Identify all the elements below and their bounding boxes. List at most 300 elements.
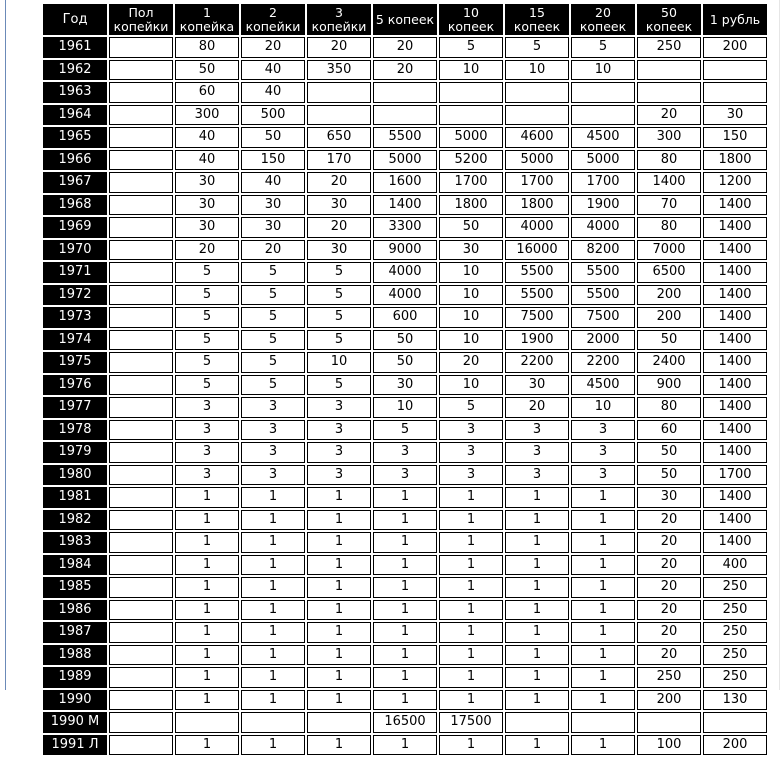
price-cell-20-kopecks: 1 — [571, 510, 635, 531]
price-cell-1-ruble: 200 — [703, 735, 767, 756]
year-cell: 1965 — [43, 127, 107, 148]
table-row — [43, 307, 767, 328]
price-cell-5-kopecks: 1 — [373, 555, 437, 576]
price-cell-5-kopecks: 3 — [373, 465, 437, 486]
table-row — [43, 285, 767, 306]
price-cell-half-kopeck — [109, 37, 173, 58]
price-cell-half-kopeck — [109, 532, 173, 553]
price-cell-half-kopeck — [109, 375, 173, 396]
price-cell-5-kopecks: 1 — [373, 600, 437, 621]
price-cell-50-kopecks: 80 — [637, 397, 701, 418]
price-cell-50-kopecks: 30 — [637, 487, 701, 508]
price-cell-3-kopecks: 5 — [307, 285, 371, 306]
price-cell-10-kopecks: 10 — [439, 375, 503, 396]
price-cell-50-kopecks: 20 — [637, 105, 701, 126]
price-cell-15-kopecks — [505, 105, 569, 126]
table-row — [43, 532, 767, 553]
price-cell-10-kopecks — [439, 105, 503, 126]
price-cell-1-ruble: 250 — [703, 622, 767, 643]
price-cell-half-kopeck — [109, 600, 173, 621]
price-cell-1-kopeck: 1 — [175, 600, 239, 621]
price-cell-half-kopeck — [109, 555, 173, 576]
coin-price-table — [41, 2, 769, 757]
price-cell-20-kopecks: 5500 — [571, 262, 635, 283]
price-cell-15-kopecks: 5 — [505, 37, 569, 58]
price-cell-20-kopecks: 1 — [571, 690, 635, 711]
price-cell-half-kopeck — [109, 577, 173, 598]
column-header-2-kopecks: 2 копейки — [241, 4, 305, 35]
table-row — [43, 352, 767, 373]
price-cell-1-ruble: 1400 — [703, 330, 767, 351]
price-cell-1-kopeck: 300 — [175, 105, 239, 126]
price-cell-20-kopecks: 3 — [571, 420, 635, 441]
price-cell-2-kopecks: 50 — [241, 127, 305, 148]
price-cell-2-kopecks: 40 — [241, 82, 305, 103]
price-cell-15-kopecks: 1800 — [505, 195, 569, 216]
year-cell: 1970 — [43, 240, 107, 261]
price-cell-10-kopecks: 30 — [439, 240, 503, 261]
price-cell-15-kopecks: 1 — [505, 622, 569, 643]
price-cell-15-kopecks: 1 — [505, 690, 569, 711]
price-cell-10-kopecks: 1 — [439, 622, 503, 643]
year-cell: 1988 — [43, 645, 107, 666]
price-cell-50-kopecks: 1400 — [637, 172, 701, 193]
price-cell-20-kopecks: 5 — [571, 37, 635, 58]
price-cell-1-ruble: 1200 — [703, 172, 767, 193]
price-cell-50-kopecks: 300 — [637, 127, 701, 148]
price-cell-15-kopecks: 3 — [505, 420, 569, 441]
price-cell-15-kopecks: 16000 — [505, 240, 569, 261]
price-cell-1-kopeck: 1 — [175, 667, 239, 688]
price-cell-10-kopecks — [439, 82, 503, 103]
price-cell-2-kopecks: 3 — [241, 465, 305, 486]
price-cell-3-kopecks: 1 — [307, 510, 371, 531]
price-cell-1-kopeck: 1 — [175, 555, 239, 576]
table-row — [43, 487, 767, 508]
price-cell-2-kopecks: 1 — [241, 487, 305, 508]
price-cell-50-kopecks: 7000 — [637, 240, 701, 261]
price-cell-5-kopecks: 1400 — [373, 195, 437, 216]
price-cell-half-kopeck — [109, 307, 173, 328]
price-cell-2-kopecks: 5 — [241, 307, 305, 328]
price-cell-5-kopecks: 1 — [373, 645, 437, 666]
price-cell-1-kopeck: 5 — [175, 307, 239, 328]
price-cell-5-kopecks: 1 — [373, 577, 437, 598]
column-header-15-kopecks: 15 копеек — [505, 4, 569, 35]
price-cell-3-kopecks: 170 — [307, 150, 371, 171]
price-cell-10-kopecks: 10 — [439, 262, 503, 283]
price-cell-1-ruble: 1400 — [703, 217, 767, 238]
price-cell-10-kopecks: 1800 — [439, 195, 503, 216]
price-cell-2-kopecks: 5 — [241, 375, 305, 396]
price-cell-3-kopecks: 650 — [307, 127, 371, 148]
price-cell-50-kopecks: 50 — [637, 442, 701, 463]
price-cell-5-kopecks — [373, 82, 437, 103]
price-cell-50-kopecks — [637, 712, 701, 733]
price-cell-3-kopecks: 1 — [307, 577, 371, 598]
price-cell-3-kopecks: 5 — [307, 262, 371, 283]
price-cell-1-kopeck: 1 — [175, 690, 239, 711]
price-cell-3-kopecks: 3 — [307, 442, 371, 463]
price-cell-2-kopecks: 30 — [241, 217, 305, 238]
price-cell-3-kopecks: 3 — [307, 397, 371, 418]
price-cell-20-kopecks: 5000 — [571, 150, 635, 171]
price-cell-3-kopecks: 5 — [307, 375, 371, 396]
table-body — [43, 37, 767, 755]
price-cell-3-kopecks: 1 — [307, 600, 371, 621]
table-row — [43, 172, 767, 193]
price-cell-1-kopeck: 1 — [175, 735, 239, 756]
table-row — [43, 735, 767, 756]
price-cell-half-kopeck — [109, 127, 173, 148]
price-cell-1-ruble: 1400 — [703, 352, 767, 373]
price-cell-50-kopecks: 70 — [637, 195, 701, 216]
price-cell-20-kopecks — [571, 712, 635, 733]
price-cell-half-kopeck — [109, 397, 173, 418]
price-cell-20-kopecks — [571, 82, 635, 103]
price-cell-3-kopecks: 1 — [307, 645, 371, 666]
price-cell-1-ruble: 1400 — [703, 487, 767, 508]
price-cell-10-kopecks: 1 — [439, 690, 503, 711]
price-cell-5-kopecks: 10 — [373, 397, 437, 418]
price-cell-3-kopecks: 1 — [307, 555, 371, 576]
price-cell-5-kopecks: 3300 — [373, 217, 437, 238]
price-cell-half-kopeck — [109, 735, 173, 756]
price-cell-2-kopecks: 5 — [241, 352, 305, 373]
price-cell-5-kopecks: 5000 — [373, 150, 437, 171]
price-cell-5-kopecks: 4000 — [373, 285, 437, 306]
price-cell-1-ruble: 130 — [703, 690, 767, 711]
price-cell-half-kopeck — [109, 690, 173, 711]
price-cell-2-kopecks: 1 — [241, 532, 305, 553]
price-cell-2-kopecks: 1 — [241, 622, 305, 643]
price-cell-50-kopecks: 20 — [637, 622, 701, 643]
table-row — [43, 555, 767, 576]
price-cell-1-kopeck: 1 — [175, 622, 239, 643]
price-cell-15-kopecks: 4000 — [505, 217, 569, 238]
price-cell-15-kopecks — [505, 82, 569, 103]
price-cell-1-ruble: 1400 — [703, 262, 767, 283]
price-cell-20-kopecks: 4500 — [571, 127, 635, 148]
price-cell-20-kopecks: 2200 — [571, 352, 635, 373]
price-cell-1-kopeck: 60 — [175, 82, 239, 103]
table-row — [43, 195, 767, 216]
price-cell-15-kopecks: 1 — [505, 487, 569, 508]
price-cell-2-kopecks: 1 — [241, 645, 305, 666]
price-cell-half-kopeck — [109, 420, 173, 441]
price-cell-1-ruble: 1400 — [703, 510, 767, 531]
price-cell-half-kopeck — [109, 487, 173, 508]
price-cell-20-kopecks: 3 — [571, 442, 635, 463]
price-cell-1-ruble: 1400 — [703, 420, 767, 441]
price-cell-20-kopecks: 1 — [571, 645, 635, 666]
price-cell-3-kopecks: 10 — [307, 352, 371, 373]
price-cell-half-kopeck — [109, 465, 173, 486]
year-cell: 1980 — [43, 465, 107, 486]
price-cell-15-kopecks: 1700 — [505, 172, 569, 193]
price-cell-1-kopeck — [175, 712, 239, 733]
price-cell-2-kopecks: 1 — [241, 555, 305, 576]
price-cell-2-kopecks: 150 — [241, 150, 305, 171]
price-cell-50-kopecks: 900 — [637, 375, 701, 396]
year-cell: 1968 — [43, 195, 107, 216]
table-row — [43, 375, 767, 396]
price-cell-10-kopecks: 1 — [439, 577, 503, 598]
price-cell-50-kopecks: 20 — [637, 532, 701, 553]
price-cell-15-kopecks: 1 — [505, 577, 569, 598]
price-cell-15-kopecks: 5500 — [505, 285, 569, 306]
price-cell-1-kopeck: 3 — [175, 397, 239, 418]
price-cell-2-kopecks: 500 — [241, 105, 305, 126]
price-cell-50-kopecks: 100 — [637, 735, 701, 756]
price-cell-1-kopeck: 3 — [175, 442, 239, 463]
price-cell-2-kopecks: 3 — [241, 420, 305, 441]
price-cell-10-kopecks: 10 — [439, 330, 503, 351]
price-cell-20-kopecks: 10 — [571, 397, 635, 418]
price-cell-1-ruble: 400 — [703, 555, 767, 576]
price-cell-15-kopecks: 1900 — [505, 330, 569, 351]
column-header-5-kopecks: 5 копеек — [373, 4, 437, 35]
price-cell-15-kopecks: 5000 — [505, 150, 569, 171]
year-cell: 1979 — [43, 442, 107, 463]
price-cell-1-kopeck: 30 — [175, 217, 239, 238]
price-cell-1-kopeck: 30 — [175, 172, 239, 193]
price-cell-5-kopecks: 16500 — [373, 712, 437, 733]
price-cell-1-ruble: 150 — [703, 127, 767, 148]
price-cell-20-kopecks: 5500 — [571, 285, 635, 306]
price-cell-half-kopeck — [109, 645, 173, 666]
price-cell-20-kopecks: 1 — [571, 577, 635, 598]
column-header-half-kopeck: Пол копейки — [109, 4, 173, 35]
table-row — [43, 712, 767, 733]
price-cell-1-ruble: 250 — [703, 577, 767, 598]
price-cell-50-kopecks: 2400 — [637, 352, 701, 373]
price-cell-1-kopeck: 5 — [175, 285, 239, 306]
year-cell: 1967 — [43, 172, 107, 193]
price-cell-20-kopecks: 10 — [571, 60, 635, 81]
price-cell-1-kopeck: 5 — [175, 375, 239, 396]
price-cell-10-kopecks: 3 — [439, 465, 503, 486]
table-row — [43, 645, 767, 666]
price-cell-half-kopeck — [109, 667, 173, 688]
price-cell-3-kopecks: 1 — [307, 532, 371, 553]
price-cell-5-kopecks: 1 — [373, 622, 437, 643]
column-header-50-kopecks: 50 копеек — [637, 4, 701, 35]
price-cell-1-kopeck: 1 — [175, 577, 239, 598]
price-cell-10-kopecks: 1 — [439, 532, 503, 553]
price-cell-half-kopeck — [109, 240, 173, 261]
price-cell-10-kopecks: 5 — [439, 397, 503, 418]
price-cell-10-kopecks: 10 — [439, 307, 503, 328]
price-cell-15-kopecks: 30 — [505, 375, 569, 396]
price-cell-5-kopecks: 50 — [373, 330, 437, 351]
price-cell-5-kopecks: 1 — [373, 735, 437, 756]
year-cell: 1985 — [43, 577, 107, 598]
price-cell-2-kopecks: 1 — [241, 600, 305, 621]
table-row — [43, 667, 767, 688]
table-row — [43, 127, 767, 148]
price-cell-10-kopecks: 5200 — [439, 150, 503, 171]
year-cell: 1963 — [43, 82, 107, 103]
table-row — [43, 577, 767, 598]
table-row — [43, 105, 767, 126]
price-cell-2-kopecks: 40 — [241, 60, 305, 81]
table-row — [43, 600, 767, 621]
price-cell-15-kopecks: 3 — [505, 442, 569, 463]
price-cell-3-kopecks — [307, 82, 371, 103]
price-cell-3-kopecks: 1 — [307, 690, 371, 711]
table-row — [43, 510, 767, 531]
price-cell-10-kopecks: 10 — [439, 60, 503, 81]
price-cell-50-kopecks — [637, 82, 701, 103]
price-cell-half-kopeck — [109, 195, 173, 216]
year-cell: 1978 — [43, 420, 107, 441]
year-cell: 1971 — [43, 262, 107, 283]
price-cell-5-kopecks: 600 — [373, 307, 437, 328]
price-cell-3-kopecks: 30 — [307, 240, 371, 261]
price-cell-2-kopecks: 5 — [241, 330, 305, 351]
price-cell-3-kopecks: 1 — [307, 667, 371, 688]
year-cell: 1982 — [43, 510, 107, 531]
table-row — [43, 330, 767, 351]
price-cell-50-kopecks: 200 — [637, 285, 701, 306]
table-row — [43, 690, 767, 711]
price-cell-half-kopeck — [109, 262, 173, 283]
price-cell-50-kopecks: 50 — [637, 330, 701, 351]
price-cell-5-kopecks: 1 — [373, 667, 437, 688]
table-row — [43, 240, 767, 261]
price-cell-3-kopecks — [307, 105, 371, 126]
price-cell-3-kopecks: 5 — [307, 307, 371, 328]
price-cell-1-ruble: 1400 — [703, 285, 767, 306]
price-cell-10-kopecks: 5 — [439, 37, 503, 58]
price-cell-half-kopeck — [109, 217, 173, 238]
price-cell-50-kopecks — [637, 60, 701, 81]
price-cell-15-kopecks: 1 — [505, 532, 569, 553]
year-cell: 1983 — [43, 532, 107, 553]
table-row — [43, 60, 767, 81]
price-cell-10-kopecks: 1 — [439, 555, 503, 576]
price-cell-10-kopecks: 1 — [439, 645, 503, 666]
price-cell-50-kopecks: 250 — [637, 37, 701, 58]
price-cell-1-kopeck: 1 — [175, 510, 239, 531]
price-cell-half-kopeck — [109, 60, 173, 81]
price-cell-2-kopecks: 1 — [241, 510, 305, 531]
price-cell-2-kopecks — [241, 712, 305, 733]
price-cell-1-kopeck: 3 — [175, 465, 239, 486]
price-cell-1-ruble: 1400 — [703, 375, 767, 396]
table-row — [43, 262, 767, 283]
price-cell-3-kopecks: 30 — [307, 195, 371, 216]
price-cell-50-kopecks: 80 — [637, 150, 701, 171]
year-cell: 1966 — [43, 150, 107, 171]
column-header-20-kopecks: 20 копеек — [571, 4, 635, 35]
price-cell-3-kopecks: 20 — [307, 217, 371, 238]
price-cell-2-kopecks: 1 — [241, 667, 305, 688]
price-cell-20-kopecks: 1 — [571, 487, 635, 508]
price-cell-20-kopecks: 3 — [571, 465, 635, 486]
window-edge — [5, 0, 6, 690]
column-header-10-kopecks: 10 копеек — [439, 4, 503, 35]
price-cell-3-kopecks — [307, 712, 371, 733]
year-cell: 1990 М — [43, 712, 107, 733]
price-cell-10-kopecks: 5000 — [439, 127, 503, 148]
price-cell-3-kopecks: 1 — [307, 622, 371, 643]
price-cell-1-ruble: 250 — [703, 600, 767, 621]
price-cell-3-kopecks: 5 — [307, 330, 371, 351]
price-cell-5-kopecks: 9000 — [373, 240, 437, 261]
price-cell-20-kopecks: 1700 — [571, 172, 635, 193]
scrollbar-track[interactable] — [779, 0, 780, 690]
price-cell-2-kopecks: 1 — [241, 735, 305, 756]
year-cell: 1973 — [43, 307, 107, 328]
price-cell-half-kopeck — [109, 105, 173, 126]
price-cell-2-kopecks: 1 — [241, 690, 305, 711]
price-cell-2-kopecks: 3 — [241, 397, 305, 418]
price-cell-5-kopecks — [373, 105, 437, 126]
price-cell-20-kopecks: 4000 — [571, 217, 635, 238]
table-row — [43, 82, 767, 103]
price-cell-half-kopeck — [109, 622, 173, 643]
price-cell-3-kopecks: 3 — [307, 420, 371, 441]
price-cell-50-kopecks: 20 — [637, 555, 701, 576]
price-cell-20-kopecks: 1 — [571, 600, 635, 621]
table-row — [43, 622, 767, 643]
price-cell-5-kopecks: 5 — [373, 420, 437, 441]
price-cell-3-kopecks: 20 — [307, 37, 371, 58]
price-cell-1-kopeck: 1 — [175, 645, 239, 666]
year-cell: 1976 — [43, 375, 107, 396]
price-cell-5-kopecks: 3 — [373, 442, 437, 463]
price-cell-1-ruble: 1400 — [703, 307, 767, 328]
price-cell-15-kopecks: 1 — [505, 735, 569, 756]
price-cell-2-kopecks: 3 — [241, 442, 305, 463]
price-cell-half-kopeck — [109, 285, 173, 306]
price-cell-50-kopecks: 20 — [637, 510, 701, 531]
price-cell-1-kopeck: 40 — [175, 150, 239, 171]
price-cell-1-ruble: 250 — [703, 645, 767, 666]
price-cell-1-ruble: 250 — [703, 667, 767, 688]
table-row — [43, 217, 767, 238]
price-cell-2-kopecks: 20 — [241, 37, 305, 58]
price-cell-15-kopecks: 1 — [505, 600, 569, 621]
price-cell-10-kopecks: 17500 — [439, 712, 503, 733]
price-cell-1-kopeck: 20 — [175, 240, 239, 261]
price-cell-50-kopecks: 250 — [637, 667, 701, 688]
price-cell-15-kopecks: 7500 — [505, 307, 569, 328]
price-cell-1-ruble — [703, 82, 767, 103]
price-cell-10-kopecks: 1 — [439, 600, 503, 621]
price-cell-1-ruble: 1400 — [703, 532, 767, 553]
price-cell-1-ruble: 1400 — [703, 397, 767, 418]
price-cell-half-kopeck — [109, 352, 173, 373]
price-cell-50-kopecks: 200 — [637, 690, 701, 711]
year-cell: 1986 — [43, 600, 107, 621]
price-cell-1-kopeck: 1 — [175, 532, 239, 553]
year-cell: 1990 — [43, 690, 107, 711]
price-cell-10-kopecks: 1 — [439, 735, 503, 756]
price-cell-20-kopecks: 1 — [571, 555, 635, 576]
price-cell-1-ruble: 1400 — [703, 195, 767, 216]
price-cell-15-kopecks — [505, 712, 569, 733]
price-cell-2-kopecks: 5 — [241, 262, 305, 283]
price-cell-half-kopeck — [109, 510, 173, 531]
price-cell-half-kopeck — [109, 712, 173, 733]
price-cell-50-kopecks: 60 — [637, 420, 701, 441]
price-cell-15-kopecks: 5500 — [505, 262, 569, 283]
table-row — [43, 37, 767, 58]
price-cell-50-kopecks: 20 — [637, 600, 701, 621]
